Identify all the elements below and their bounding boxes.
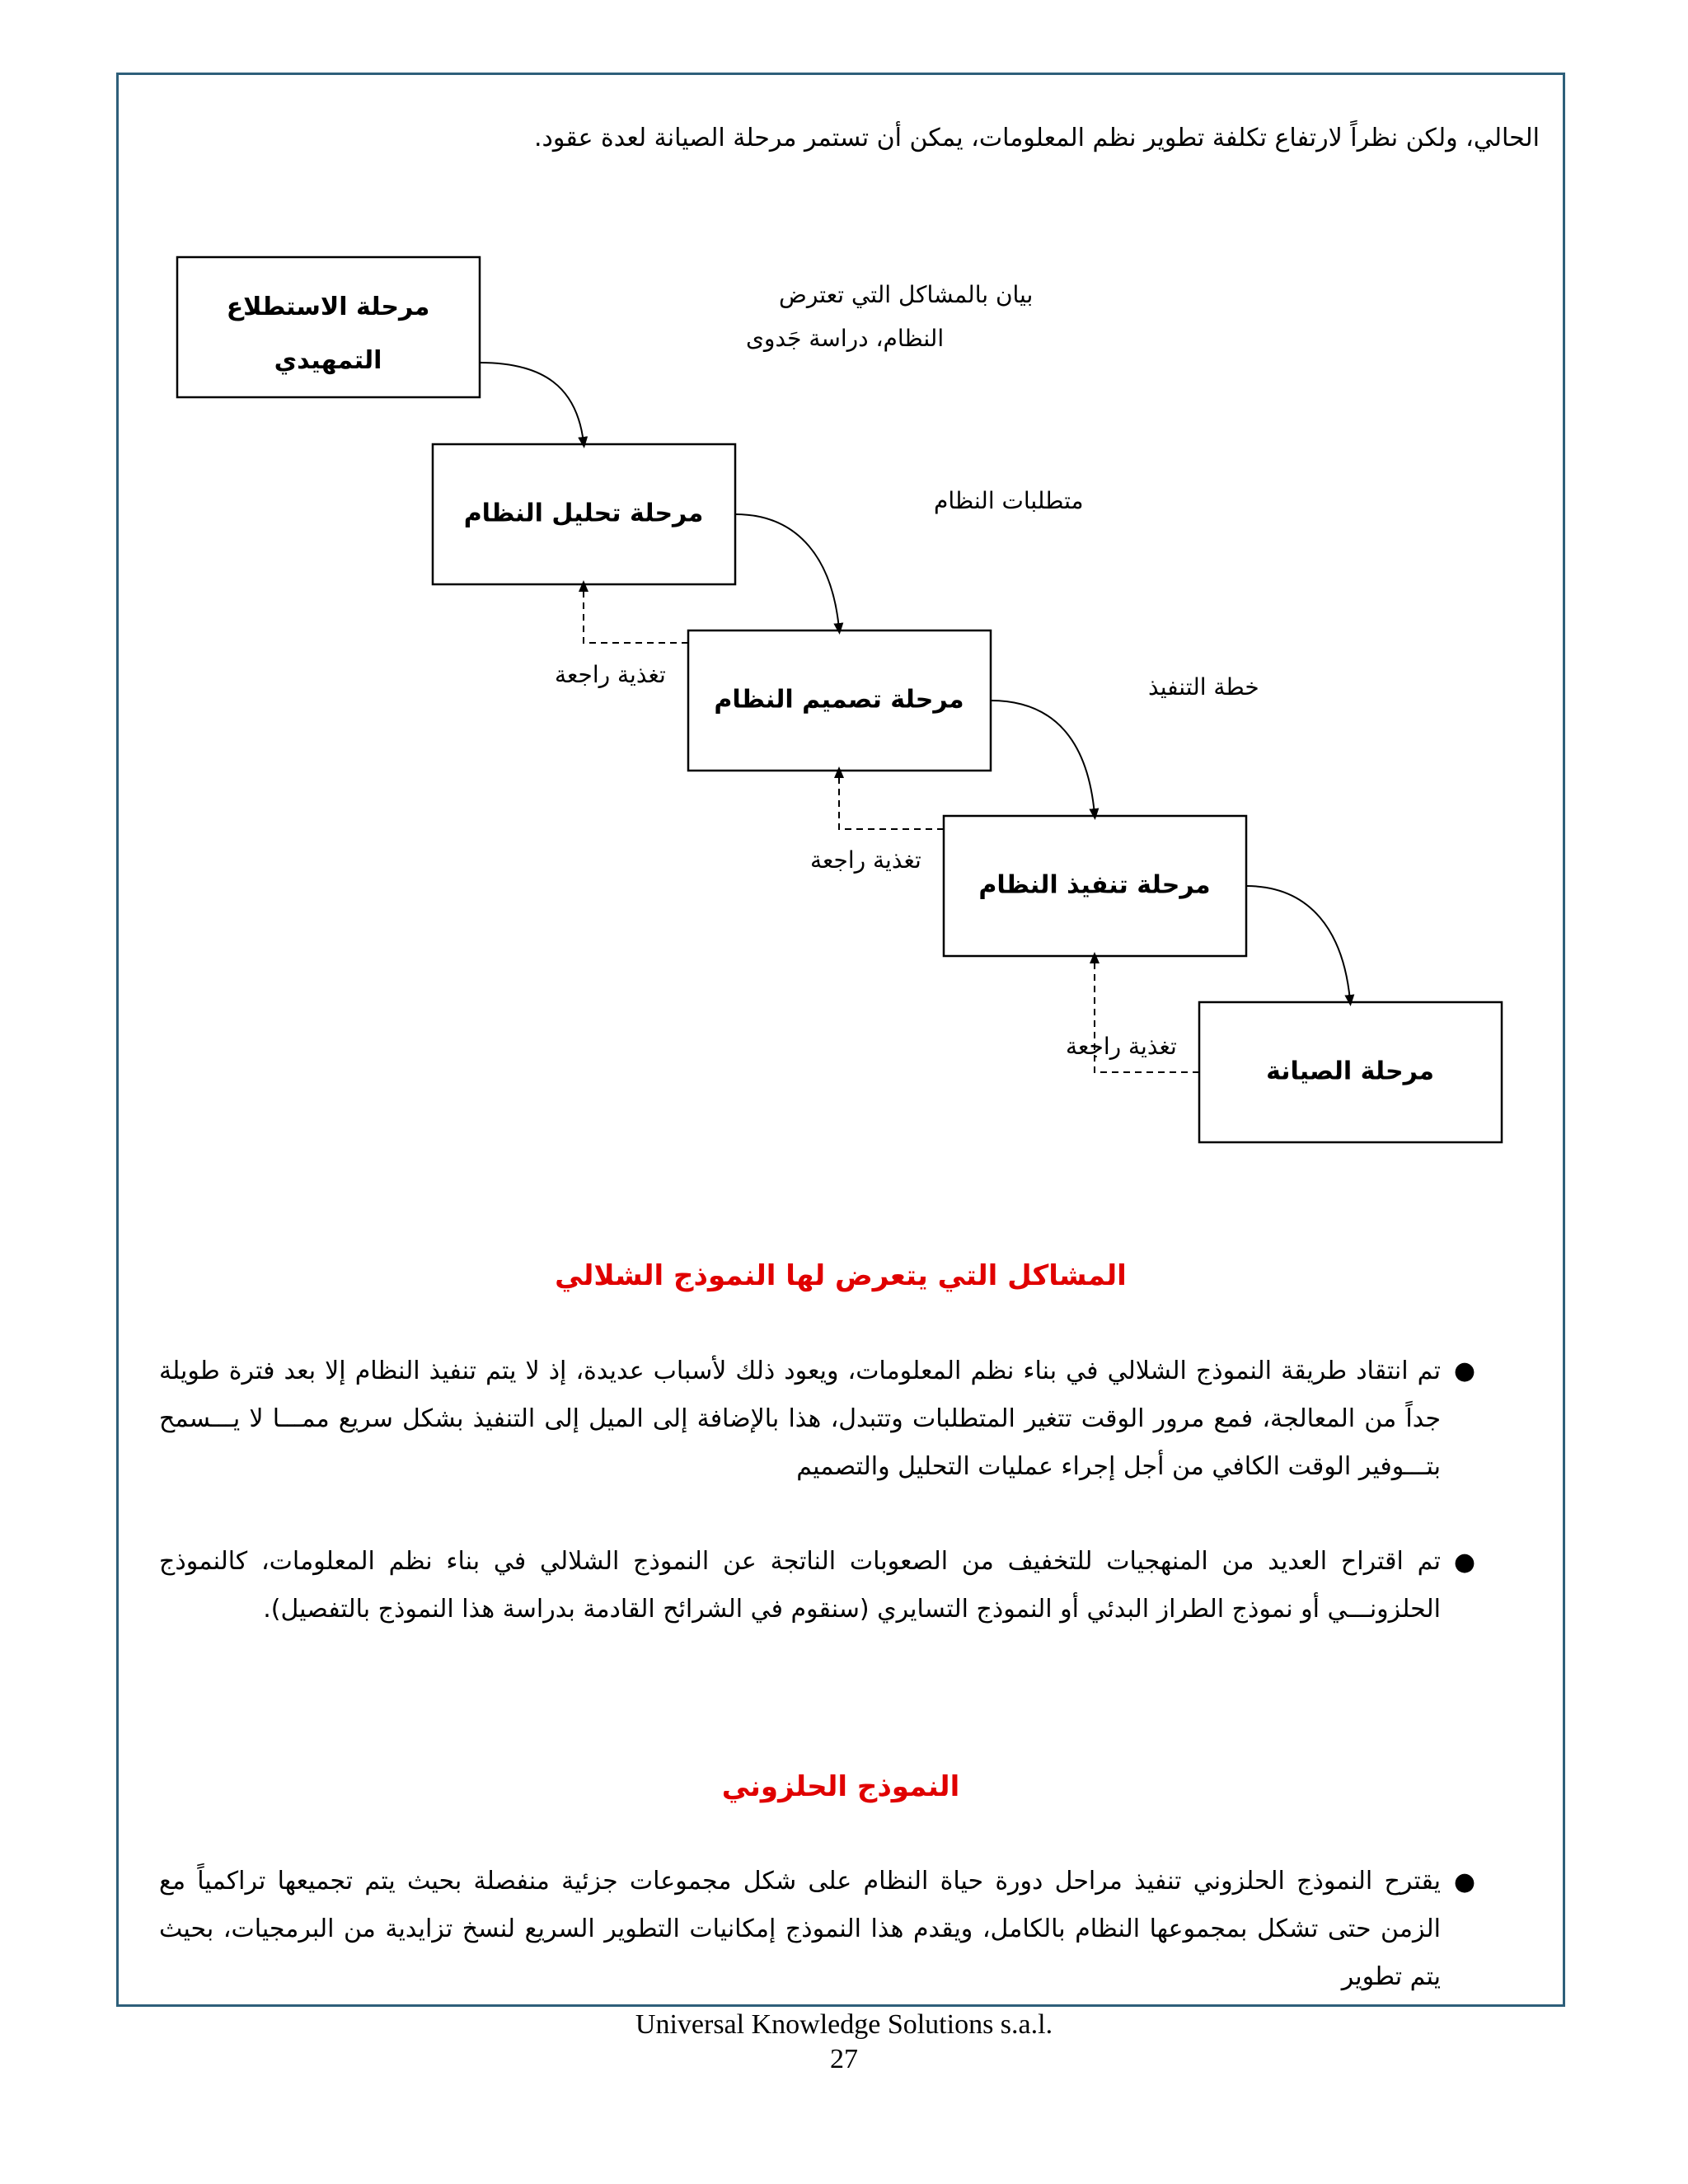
feedback-label-3: تغذية راجعة <box>1066 1033 1177 1060</box>
feedback-label-2: تغذية راجعة <box>810 846 921 874</box>
feedback-arrow-design-to-analysis <box>584 586 688 643</box>
box-preliminary-survey-label-1: مرحلة الاستطلاع <box>226 293 430 321</box>
feedback-arrow-implementation-to-design <box>839 772 944 829</box>
bullet-alternative-methodologies: تم اقتراح العديد من المنهجيات للتخفيف من الصعوبات الناتجة عن النموذج الشلالي في بناء نظم المعلومات، كالنموذج الحلزونـــي أو نموذج الطراز البدئي أو النموذج التسايري (سنقوم في الشرائح القادمة بدراسة هذا النموذج بالتفصيل). <box>159 1547 1441 1624</box>
edge-label-problems-line-2: النظام، دراسة جَدوى <box>746 325 945 352</box>
bullet-dot-icon: ● <box>1453 1357 1475 1385</box>
box-system-design-label: مرحلة تصميم النظام <box>714 685 964 715</box>
arrow-analysis-to-design <box>735 514 839 629</box>
bullet-dot-icon: ● <box>1453 1868 1475 1896</box>
bullet-dot-icon: ● <box>1453 1548 1475 1577</box>
footer-page-number: 27 <box>830 2044 858 2074</box>
edge-label-implementation-plan: خطة التنفيذ <box>1148 673 1259 701</box>
section-heading-spiral-model: النموذج الحلزوني <box>721 1770 960 1803</box>
footer-company: Universal Knowledge Solutions s.a.l. <box>635 2009 1053 2040</box>
bullet-waterfall-criticism: تم انتقاد طريقة النموذج الشلالي في بناء نظم المعلومات، ويعود ذلك لأسباب عديدة، إذ لا يتم تنفيذ النظام إلا بعد فترة طويلة جداً من المعالجة، فمع مرور الوقت تتغير المتطلبات وتتبدل، هذا بالإضافة إلى الميل إلى التنفيذ بشكل سريع ممـــا لا يـــسمح بتـــوفير الوقت الكافي من أجل إجراء عمليات التحليل والتصميم <box>159 1357 1441 1481</box>
feedback-label-1: تغذية راجعة <box>555 661 666 688</box>
box-system-analysis-label: مرحلة تحليل النظام <box>463 499 704 528</box>
box-system-implementation-label: مرحلة تنفيذ النظام <box>978 870 1211 900</box>
arrow-implementation-to-maintenance <box>1246 886 1350 1001</box>
edge-label-system-requirements: متطلبات النظام <box>934 487 1084 514</box>
arrow-survey-to-analysis <box>480 363 584 443</box>
box-preliminary-survey-label-2: التمهيدي <box>274 346 382 375</box>
box-preliminary-survey <box>177 257 480 397</box>
box-maintenance-label: مرحلة الصيانة <box>1266 1057 1434 1086</box>
arrow-design-to-implementation <box>991 701 1095 814</box>
bullet-spiral-model-description: يقترح النموذج الحلزوني تنفيذ مراحل دورة حياة النظام على شكل مجموعات جزئية منفصلة بحيث يتم تجميعها تراكمياً مع الزمن حتى تشكل بمجموعها النظام بالكامل، ويقدم هذا النموذج إمكانيات التطوير السريع لنسخ تزايدية من البرمجيات، بحيث يتم تطوير <box>159 1867 1441 1991</box>
edge-label-problems-line-1: بيان بالمشاكل التي تعترض <box>779 281 1034 308</box>
section-heading-waterfall-problems: المشاكل التي يتعرض لها النموذج الشلالي <box>555 1259 1127 1292</box>
intro-paragraph: الحالي، ولكن نظراً لارتفاع تكلفة تطوير نظم المعلومات، يمكن أن تستمر مرحلة الصيانة لعدة عقود. <box>534 124 1540 152</box>
